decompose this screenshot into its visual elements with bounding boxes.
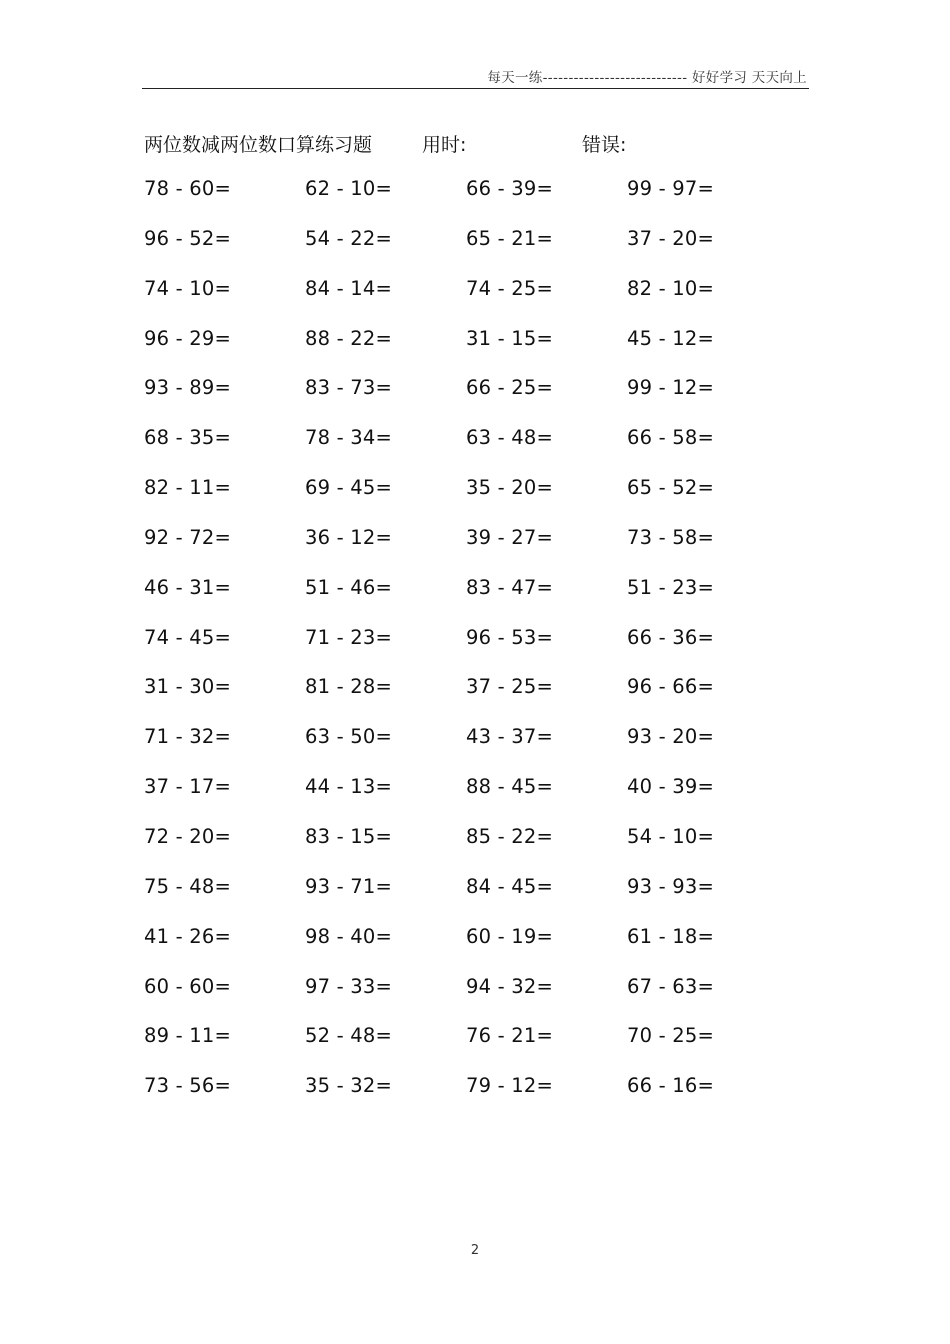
problem-item: 83 - 15= [305,824,392,848]
problem-item: 71 - 23= [305,625,392,649]
problem-item: 65 - 21= [466,226,553,250]
problem-item: 88 - 45= [466,775,553,799]
problem-item: 52 - 48= [305,1024,392,1048]
problem-item: 73 - 56= [144,1074,231,1098]
problem-item: 46 - 31= [144,575,231,599]
error-label: 错误: [582,134,627,156]
problem-item: 74 - 10= [144,276,231,300]
problem-item: 96 - 66= [627,675,714,699]
problem-item: 67 - 63= [627,974,714,998]
problem-item: 92 - 72= [144,525,231,549]
problem-item: 44 - 13= [305,775,392,799]
problem-item: 63 - 48= [466,426,553,450]
problem-item: 62 - 10= [305,177,392,200]
problem-item: 31 - 30= [144,675,231,699]
problem-item: 98 - 40= [305,924,392,948]
problem-item: 63 - 50= [305,725,392,749]
problem-item: 75 - 48= [144,874,231,898]
problem-item: 60 - 19= [466,924,553,948]
page-number: 2 [470,1243,480,1258]
problem-item: 51 - 23= [627,575,714,599]
problem-item: 82 - 11= [144,476,231,500]
problem-item: 70 - 25= [627,1024,714,1048]
problem-item: 66 - 25= [466,376,553,400]
problem-item: 61 - 18= [627,924,714,948]
problem-item: 54 - 10= [627,824,714,848]
problem-item: 93 - 71= [305,874,392,898]
problem-item: 93 - 93= [627,874,714,898]
problem-item: 84 - 45= [466,874,553,898]
problem-item: 96 - 29= [144,326,231,350]
problem-item: 54 - 22= [305,226,392,250]
problem-item: 40 - 39= [627,775,714,799]
problem-item: 45 - 12= [627,326,714,350]
problem-item: 73 - 58= [627,525,714,549]
problem-item: 97 - 33= [305,974,392,998]
problem-item: 65 - 52= [627,476,714,500]
problem-item: 84 - 14= [305,276,392,300]
problem-item: 99 - 97= [627,177,714,200]
problem-item: 66 - 39= [466,177,553,200]
problem-item: 71 - 32= [144,725,231,749]
problem-item: 96 - 53= [466,625,553,649]
problem-item: 37 - 17= [144,775,231,799]
problem-item: 66 - 36= [627,625,714,649]
problem-item: 37 - 20= [627,226,714,250]
problem-item: 81 - 28= [305,675,392,699]
problem-item: 85 - 22= [466,824,553,848]
problem-item: 99 - 12= [627,376,714,400]
problem-item: 41 - 26= [144,924,231,948]
header-text: 每天一练---------------------------- 好好学习 天天向上 [487,70,807,86]
problem-item: 96 - 52= [144,226,231,250]
problem-item: 74 - 25= [466,276,553,300]
problem-item: 60 - 60= [144,974,231,998]
problem-item: 83 - 73= [305,376,392,400]
problem-item: 79 - 12= [466,1074,553,1098]
problem-item: 35 - 20= [466,476,553,500]
problem-item: 31 - 15= [466,326,553,350]
page-header [142,62,809,89]
problem-item: 66 - 16= [627,1074,714,1098]
problem-grid [144,176,784,1123]
problem-item: 83 - 47= [466,575,553,599]
problem-item: 36 - 12= [305,525,392,549]
problem-item: 66 - 58= [627,426,714,450]
problem-item: 89 - 11= [144,1024,231,1048]
problem-item: 72 - 20= [144,824,231,848]
problem-item: 35 - 32= [305,1074,392,1098]
problem-item: 82 - 10= [627,276,714,300]
time-label: 用时: [422,134,467,156]
problem-item: 69 - 45= [305,476,392,500]
worksheet-title: 两位数减两位数口算练习题 [144,134,373,156]
problem-item: 39 - 27= [466,525,553,549]
problem-item: 78 - 34= [305,426,392,450]
problem-item: 94 - 32= [466,974,553,998]
problem-item: 93 - 89= [144,376,231,400]
problem-item: 68 - 35= [144,426,231,450]
problem-item: 78 - 60= [144,177,231,200]
problem-item: 37 - 25= [466,675,553,699]
problem-item: 74 - 45= [144,625,231,649]
problem-item: 93 - 20= [627,725,714,749]
problem-item: 43 - 37= [466,725,553,749]
problem-item: 51 - 46= [305,575,392,599]
problem-item: 88 - 22= [305,326,392,350]
title-row [0,130,950,156]
problem-item: 76 - 21= [466,1024,553,1048]
